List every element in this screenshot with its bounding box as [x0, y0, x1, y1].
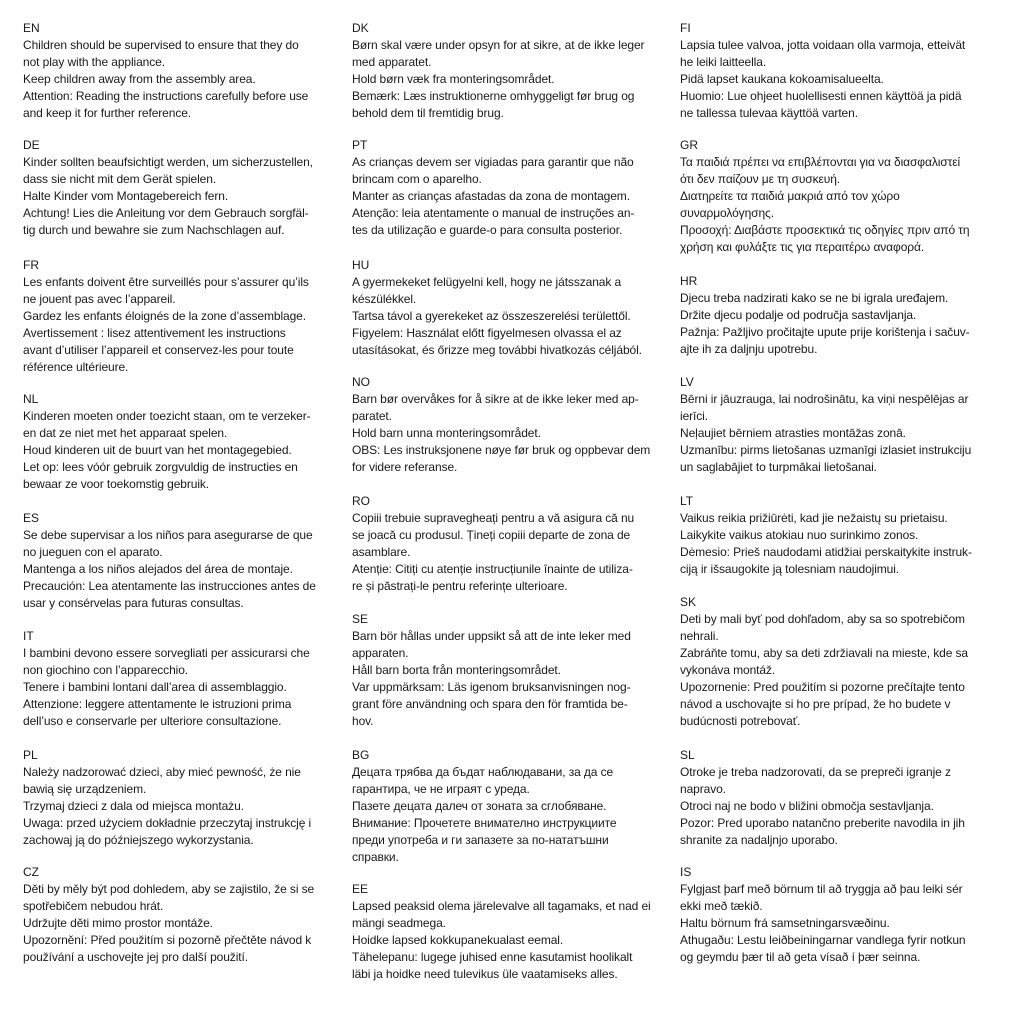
warning-text-line: ne jouent pas avec l’appareil. — [23, 292, 176, 306]
warning-text-line: Προσοχή: Διαβάστε προσεκτικά τις οδηγίες πριν από τη — [680, 223, 970, 237]
warning-text-line: Внимание: Прочетете внимателно инструкциите — [352, 816, 617, 830]
warning-text-line: Bemærk: Læs instruktionerne omhyggeligt før brug og — [352, 89, 635, 103]
language-code: IS — [680, 865, 692, 879]
warning-text-line: Upozornenie: Pred použitím si pozorne prečítajte tento — [680, 680, 965, 694]
warning-text-line: Διατηρείτε τα παιδιά μακριά από τον χώρο — [680, 189, 900, 203]
warning-text-line: Gardez les enfants éloignés de la zone d’assemblage. — [23, 309, 306, 323]
warning-text-line: преди употреба и ги запазете за по-нататъшни — [352, 833, 609, 847]
warning-text-line: ajte ih za daljnju upotrebu. — [680, 342, 818, 356]
warning-text-line: Należy nadzorować dzieci, aby mieć pewność, że nie — [23, 765, 301, 779]
warning-text-line: not play with the appliance. — [23, 55, 165, 69]
warning-text-line: Let op: lees vóór gebruik zorgvuldig de instructies en — [23, 460, 298, 474]
warning-text-line: Kinderen moeten onder toezicht staan, om te verzeker- — [23, 409, 311, 423]
warning-text-line: and keep it for further reference. — [23, 106, 192, 120]
warning-text-line: Precaución: Lea atentamente las instrucciones antes de — [23, 579, 316, 593]
warning-text-line: no jueguen con el aparato. — [23, 545, 163, 559]
warning-text-line: Avertissement : lisez attentivement les instructions — [23, 326, 286, 340]
warning-text-line: Zabráňte tomu, aby sa deti zdržiavali na mieste, kde sa — [680, 646, 968, 660]
warning-text-line: Držite djecu podalje od područja sastavljanja. — [680, 308, 917, 322]
warning-text-line: készülékkel. — [352, 292, 417, 306]
warning-text-line: for videre referanse. — [352, 460, 458, 474]
warning-text-line: Otroke je treba nadzorovati, da se prepreči igranje z — [680, 765, 951, 779]
language-section-cz — [23, 864, 353, 966]
warning-text-line: Tartsa távol a gyerekeket az összeszerelési területtől. — [352, 309, 631, 323]
warning-text-line: re și păstrați-le pentru referințe ulterioare. — [352, 579, 568, 593]
warning-text-line: asamblare. — [352, 545, 411, 559]
warning-text-line: χρήση και φυλάξτε τις για περαιτέρω αναφορά. — [680, 240, 925, 254]
warning-text-line: non giochino con l’apparecchio. — [23, 663, 189, 677]
warning-text-line: Atenção: leia atentamente o manual de instruções an- — [352, 206, 635, 220]
warning-text-line: budúcnosti potrebovať. — [680, 714, 801, 728]
language-section-gr — [680, 137, 1010, 256]
warning-text-line: Houd kinderen uit de buurt van het montagegebied. — [23, 443, 292, 457]
warning-text-line: Pažnja: Pažljivo pročitajte upute prije korištenja i sačuv- — [680, 325, 970, 339]
warning-text-line: Børn skal være under opsyn for at sikre, at de ikke leger — [352, 38, 645, 52]
language-section-dk — [352, 20, 682, 122]
warning-text-line: paratet. — [352, 409, 392, 423]
language-section-pl — [23, 747, 353, 849]
language-section-fi — [680, 20, 1010, 122]
warning-text-line: Laikykite vaikus atokiau nuo surinkimo zonos. — [680, 528, 919, 542]
warning-text-line: behold dem til fremtidig brug. — [352, 106, 504, 120]
warning-text-line: référence ultérieure. — [23, 360, 129, 374]
warning-text-line: og geymdu þær til að geta vísað í þær seinna. — [680, 950, 921, 964]
warning-text-line: Lapsed peaksid olema järelevalve all tagamaks, et nad ei — [352, 899, 651, 913]
warning-text-line: Halte Kinder vom Montagebereich fern. — [23, 189, 229, 203]
warning-text-line: OBS: Les instruksjonene nøye før bruk og oppbevar dem — [352, 443, 651, 457]
warning-text-line: Dėmesio: Prieš naudodami atidžiai perskaitykite instruk- — [680, 545, 972, 559]
language-code: IT — [23, 629, 34, 643]
warning-text-line: spotřebičem nebudou hrát. — [23, 899, 164, 913]
warning-text-line: Hold barn unna monteringsområdet. — [352, 426, 541, 440]
warning-text-line: Huomio: Lue ohjeet huolellisesti ennen käyttöä ja pidä — [680, 89, 962, 103]
warning-text-line: med apparatet. — [352, 55, 432, 69]
warning-text-line: ciją ir išsaugokite ją tolesniam naudojimui. — [680, 562, 900, 576]
warning-text-line: справки. — [352, 850, 399, 864]
warning-text-line: Пазете децата далеч от зоната за сглобяване. — [352, 799, 607, 813]
warning-text-line: bewaar ze voor toekomstig gebruik. — [23, 477, 210, 491]
warning-text-line: návod a uschovajte si ho pre prípad, že ho budete v — [680, 697, 951, 711]
warning-text-line: nehrali. — [680, 629, 719, 643]
language-section-pt — [352, 137, 682, 239]
warning-text-line: dass sie nicht mit dem Gerät spielen. — [23, 172, 217, 186]
warning-text-line: apparaten. — [352, 646, 409, 660]
language-section-no — [352, 374, 682, 476]
warning-text-line: ότι δεν παίζουν με τη συσκευή. — [680, 172, 841, 186]
warning-text-line: Attention: Reading the instructions carefully before use — [23, 89, 309, 103]
warning-text-line: Pozor: Pred uporabo natančno preberite navodila in jih — [680, 816, 965, 830]
warning-text-line: Keep children away from the assembly area. — [23, 72, 256, 86]
warning-text-line: A gyermekeket felügyelni kell, hogy ne játsszanak a — [352, 275, 622, 289]
warning-text-line: Lapsia tulee valvoa, jotta voidaan olla varmoja, etteivät — [680, 38, 966, 52]
language-code: SE — [352, 612, 369, 626]
warning-text-line: shranite za nadaljnjo uporabo. — [680, 833, 838, 847]
language-code: RO — [352, 494, 370, 508]
language-section-es — [23, 510, 353, 612]
warning-text-line: Achtung! Lies die Anleitung vor dem Gebrauch sorgfäl- — [23, 206, 309, 220]
language-section-hu — [352, 257, 682, 359]
warning-text-line: Kinder sollten beaufsichtigt werden, um sicherzustellen, — [23, 155, 313, 169]
warning-text-line: ne tallessa tulevaa käyttöä varten. — [680, 106, 858, 120]
warning-text-line: brincam com o aparelho. — [352, 172, 482, 186]
language-section-nl — [23, 391, 353, 493]
language-code: EE — [352, 882, 369, 896]
warning-text-line: un saglabājiet to turpmākai lietošanai. — [680, 460, 877, 474]
warning-text-line: se joacă cu produsul. Țineți copiii departe de zona de — [352, 528, 631, 542]
warning-text-line: гарантира, че не играят с уреда. — [352, 782, 530, 796]
language-section-fr — [23, 257, 353, 376]
warning-text-line: Uwaga: przed użyciem dokładnie przeczytaj instrukcję i — [23, 816, 312, 830]
warning-text-line: Neļaujiet bērniem atrasties montāžas zonā. — [680, 426, 906, 440]
warning-text-line: Håll barn borta från monteringsområdet. — [352, 663, 561, 677]
warning-text-line: vykonáva montáž. — [680, 663, 776, 677]
warning-text-line: Athugaðu: Lestu leiðbeiningarnar vandlega fyrir notkun — [680, 933, 966, 947]
warning-text-line: tes da utilização e guarde-o para consulta posterior. — [352, 223, 623, 237]
warning-text-line: hov. — [352, 714, 374, 728]
language-section-en — [23, 20, 353, 122]
warning-text-line: tig durch und bewahre sie zum Nachschlagen auf. — [23, 223, 285, 237]
warning-text-line: avant d’utiliser l’appareil et conservez-les pour toute — [23, 343, 294, 357]
language-section-lt — [680, 493, 1010, 578]
warning-text-line: Children should be supervised to ensure that they do — [23, 38, 299, 52]
warning-text-line: Trzymaj dzieci z dala od miejsca montażu. — [23, 799, 244, 813]
language-code: ES — [23, 511, 40, 525]
warning-text-line: Hoidke lapsed kokkupanekualast eemal. — [352, 933, 564, 947]
warning-text-line: Fylgjast þarf með börnum til að tryggja að þau leiki sér — [680, 882, 963, 896]
warning-text-line: Децата трябва да бъдат наблюдавани, за да се — [352, 765, 614, 779]
warning-text-line: Figyelem: Használat előtt figyelmesen olvassa el az — [352, 326, 622, 340]
warning-text-line: Les enfants doivent être surveillés pour s’assurer qu’ils — [23, 275, 309, 289]
warning-text-line: Tenere i bambini lontani dall’area di assemblaggio. — [23, 680, 287, 694]
language-section-de — [23, 137, 353, 239]
language-code: LT — [680, 494, 694, 508]
warning-text-line: ekki með tækið. — [680, 899, 763, 913]
warning-text-line: Děti by měly být pod dohledem, aby se zajistilo, že si se — [23, 882, 315, 896]
language-code: SK — [680, 595, 697, 609]
language-section-lv — [680, 374, 1010, 476]
language-code: DK — [352, 21, 369, 35]
language-code: FR — [23, 258, 39, 272]
warning-text-line: en dat ze niet met het apparaat spelen. — [23, 426, 228, 440]
warning-text-line: Mantenga a los niños alejados del área de montaje. — [23, 562, 293, 576]
warning-text-line: Tähelepanu: lugege juhised enne kasutamist hoolikalt — [352, 950, 633, 964]
warning-text-line: συναρμολόγησης. — [680, 206, 774, 220]
language-section-sl — [680, 747, 1010, 849]
warning-text-line: Vaikus reikia prižiūrėti, kad jie nežaistų su prietaisu. — [680, 511, 948, 525]
warning-text-line: Se debe supervisar a los niños para asegurarse de que — [23, 528, 313, 542]
warning-text-line: Copiii trebuie supravegheați pentru a vă asigura că nu — [352, 511, 635, 525]
warning-text-line: mängi seadmega. — [352, 916, 446, 930]
language-code: FI — [680, 21, 691, 35]
language-code: LV — [680, 375, 694, 389]
language-section-is — [680, 864, 1010, 966]
language-code: CZ — [23, 865, 39, 879]
language-code: SL — [680, 748, 695, 762]
warning-text-line: Var uppmärksam: Läs igenom bruksanvisningen nog- — [352, 680, 631, 694]
warning-text-line: Udržujte děti mimo prostor montáže. — [23, 916, 213, 930]
warning-text-line: Otroci naj ne bodo v bližini območja sestavljanja. — [680, 799, 934, 813]
warning-text-line: Atenție: Citiți cu atenție instrucțiunile înainte de utiliza- — [352, 562, 633, 576]
language-code: DE — [23, 138, 40, 152]
language-code: PL — [23, 748, 38, 762]
warning-text-line: Uzmanību: pirms lietošanas uzmanīgi izlasiet instrukciju — [680, 443, 972, 457]
language-code: BG — [352, 748, 370, 762]
warning-text-line: Pidä lapset kaukana kokoamisalueelta. — [680, 72, 884, 86]
language-section-it — [23, 628, 353, 730]
language-section-ro — [352, 493, 682, 595]
warning-text-line: Upozornění: Před použitím si pozorně přečtěte návod k — [23, 933, 312, 947]
warning-text-line: läbi ja hoidke need tulevikus üle vaatamiseks alles. — [352, 967, 618, 981]
language-code: PT — [352, 138, 368, 152]
warning-text-line: dell’uso e conservarle per ulteriore consultazione. — [23, 714, 282, 728]
warning-text-line: Τα παιδιά πρέπει να επιβλέπονται για να διασφαλιστεί — [680, 155, 961, 169]
language-section-se — [352, 611, 682, 730]
warning-text-line: Hold børn væk fra monteringsområdet. — [352, 72, 555, 86]
language-section-hr — [680, 273, 1010, 358]
warning-text-line: he leiki laitteella. — [680, 55, 767, 69]
language-code: NL — [23, 392, 39, 406]
warning-text-line: Barn bör hållas under uppsikt så att de inte leker med — [352, 629, 631, 643]
language-code: HU — [352, 258, 370, 272]
warning-text-line: Barn bør overvåkes for å sikre at de ikke leker med ap- — [352, 392, 639, 406]
warning-text-line: zachowaj ją do późniejszego wykorzystania. — [23, 833, 254, 847]
language-code: HR — [680, 274, 698, 288]
warning-text-line: Manter as crianças afastadas da zona de montagem. — [352, 189, 630, 203]
warning-text-line: I bambini devono essere sorvegliati per assicurarsi che — [23, 646, 310, 660]
language-code: EN — [23, 21, 40, 35]
warning-text-line: napravo. — [680, 782, 726, 796]
warning-text-line: Deti by mali byť pod dohľadom, aby sa so spotrebičom — [680, 612, 965, 626]
warning-text-line: utasításokat, és őrizze meg további hivatkozás céljából. — [352, 343, 642, 357]
language-section-ee — [352, 881, 682, 983]
warning-text-line: grant före användning och spara den för framtida be- — [352, 697, 628, 711]
warning-text-line: Attenzione: leggere attentamente le istruzioni prima — [23, 697, 292, 711]
warning-text-line: Haltu börnum frá samsetningarsvæðinu. — [680, 916, 890, 930]
warning-text-line: Bērni ir jāuzrauga, lai nodrošinātu, ka viņi nespēlējas ar — [680, 392, 969, 406]
warning-text-line: usar y consérvelas para futuras consultas. — [23, 596, 244, 610]
warning-text-line: používání a uschovejte jej pro další použití. — [23, 950, 248, 964]
warning-text-line: Djecu treba nadzirati kako se ne bi igrala uređajem. — [680, 291, 949, 305]
warning-text-line: bawią się urządzeniem. — [23, 782, 147, 796]
language-code: NO — [352, 375, 370, 389]
warning-text-line: As crianças devem ser vigiadas para garantir que não — [352, 155, 634, 169]
warning-text-line: ierīci. — [680, 409, 708, 423]
language-section-bg — [352, 747, 682, 866]
language-code: GR — [680, 138, 698, 152]
language-section-sk — [680, 594, 1010, 730]
